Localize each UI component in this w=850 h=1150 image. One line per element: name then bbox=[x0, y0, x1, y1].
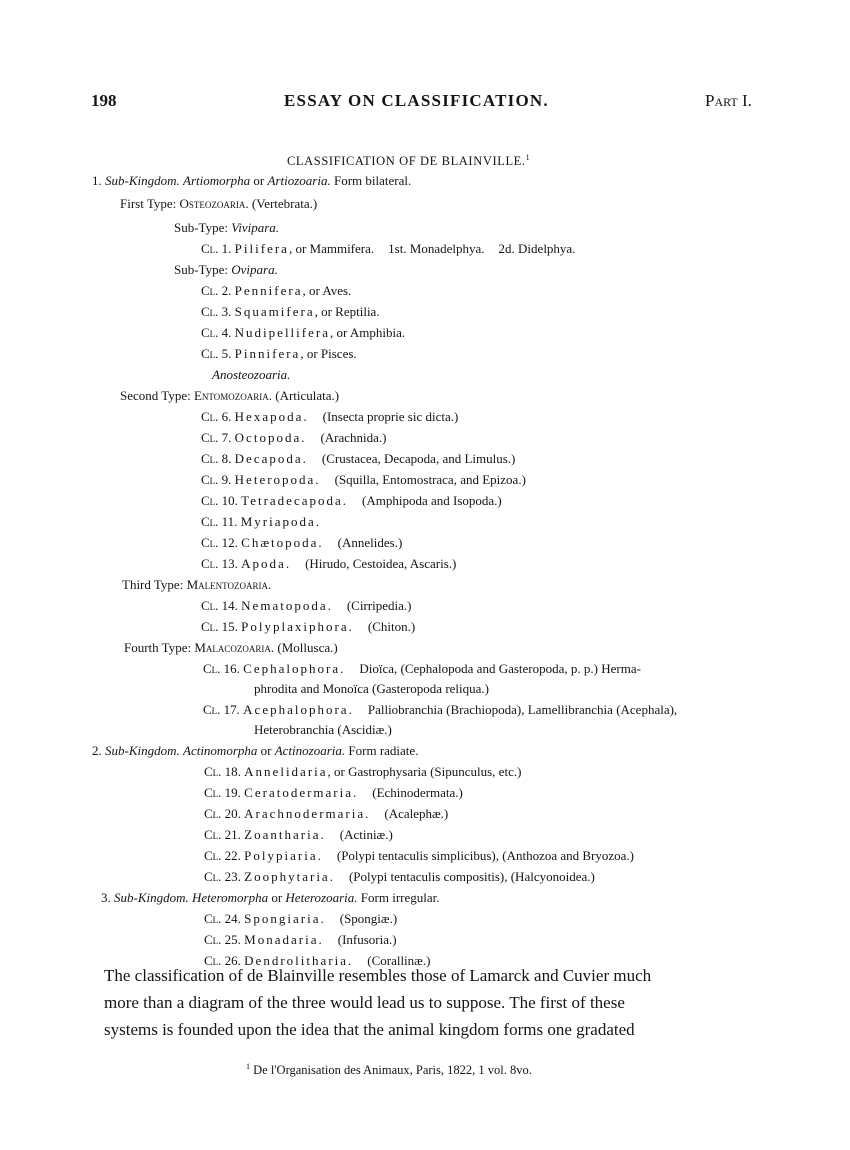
classification-line bbox=[92, 742, 418, 759]
line-segment: Sub-Type: bbox=[174, 262, 232, 277]
line-segment: Acephalophora. bbox=[243, 702, 354, 717]
line-segment: Cl. 8. bbox=[201, 451, 232, 466]
line-segment: 2. bbox=[92, 743, 105, 758]
line-segment: Heterozoaria. bbox=[285, 890, 358, 905]
line-segment: Pennifera bbox=[234, 283, 303, 298]
line-segment: Cl. 14. bbox=[201, 598, 238, 613]
line-segment: Cl. 18. bbox=[204, 764, 241, 779]
line-segment: Artiomorpha bbox=[183, 173, 251, 188]
classification-line bbox=[201, 408, 458, 425]
classification-line bbox=[201, 534, 402, 551]
line-segment: (Insecta proprie sic dicta.) bbox=[322, 409, 459, 424]
body-paragraph-line: systems is founded upon the idea that the animal kingdom forms one gradated bbox=[104, 1020, 635, 1039]
line-segment: Actinomorpha bbox=[183, 743, 258, 758]
classification-line bbox=[201, 282, 351, 299]
line-segment: Myriapoda. bbox=[240, 514, 321, 529]
line-segment: Second Type: bbox=[120, 388, 194, 403]
classification-line bbox=[201, 513, 321, 530]
classification-line bbox=[201, 324, 405, 341]
line-segment: (Vertebrata.) bbox=[248, 196, 318, 211]
section-title bbox=[287, 153, 530, 169]
classification-line bbox=[201, 303, 380, 320]
footnote bbox=[246, 1062, 532, 1078]
line-segment: or bbox=[257, 743, 275, 758]
line-segment: phrodita and Monoïca (Gasteropoda reliqua.) bbox=[254, 681, 490, 696]
line-segment: Third Type: bbox=[122, 577, 187, 592]
classification-line bbox=[120, 387, 339, 404]
line-segment: Spongiaria. bbox=[244, 911, 326, 926]
line-segment: Zoophytaria. bbox=[244, 869, 335, 884]
line-segment: 2d. Didelphya. bbox=[498, 241, 576, 256]
line-segment: Zoantharia. bbox=[244, 827, 326, 842]
line-segment: Dioïca, (Cephalopoda and Gasteropoda, p. p.) Herma- bbox=[359, 661, 641, 676]
line-segment: , or Amphibia. bbox=[329, 325, 406, 340]
line-segment: , or Pisces. bbox=[300, 346, 357, 361]
line-segment: Cl. 4. bbox=[201, 325, 232, 340]
classification-line bbox=[201, 492, 502, 509]
line-segment: Cl. 12. bbox=[201, 535, 238, 550]
line-segment: Cl. 5. bbox=[201, 346, 232, 361]
line-segment: 3. bbox=[101, 890, 114, 905]
footnote-reference: 1 bbox=[525, 153, 531, 162]
line-segment: Pinnifera bbox=[234, 346, 301, 361]
line-segment: Pilifera bbox=[234, 241, 289, 256]
line-segment: Cl. 24. bbox=[204, 911, 241, 926]
line-segment: Cl. 7. bbox=[201, 430, 232, 445]
classification-line bbox=[201, 618, 415, 635]
classification-line bbox=[174, 219, 279, 236]
line-segment: Apoda. bbox=[241, 556, 292, 571]
line-segment: Cl. 25. bbox=[204, 932, 241, 947]
classification-line bbox=[204, 847, 634, 864]
line-segment: Entomozoaria. bbox=[193, 388, 272, 403]
line-segment: , or Gastrophysaria (Sipunculus, etc.) bbox=[327, 764, 522, 779]
line-segment: Sub-Kingdom. bbox=[105, 743, 180, 758]
line-segment: 1. bbox=[92, 173, 105, 188]
classification-line bbox=[201, 555, 456, 572]
classification-line bbox=[203, 660, 641, 677]
classification-line bbox=[204, 784, 463, 801]
classification-line bbox=[204, 763, 521, 780]
line-segment: (Annelides.) bbox=[337, 535, 403, 550]
line-segment: Form bilateral. bbox=[330, 173, 412, 188]
line-segment: Cl. 1. bbox=[201, 241, 232, 256]
footnote-mark: 1 bbox=[246, 1062, 250, 1071]
classification-line bbox=[174, 261, 278, 278]
line-segment: Cl. 13. bbox=[201, 556, 238, 571]
line-segment: Cl. 10. bbox=[201, 493, 238, 508]
part-label: Part I. bbox=[705, 91, 752, 110]
classification-line bbox=[204, 910, 397, 927]
line-segment: Cl. 19. bbox=[204, 785, 241, 800]
line-segment: Monadaria. bbox=[244, 932, 324, 947]
line-segment: (Acalephæ.) bbox=[384, 806, 449, 821]
line-segment: Nematopoda. bbox=[241, 598, 333, 613]
line-segment: 1st. Monadelphya. bbox=[388, 241, 485, 256]
line-segment: Malentozoaria. bbox=[186, 577, 272, 592]
line-segment: Cl. 22. bbox=[204, 848, 241, 863]
classification-line bbox=[212, 366, 290, 383]
line-segment: Chætopoda. bbox=[241, 535, 324, 550]
line-segment: Form radiate. bbox=[345, 743, 419, 758]
line-segment: (Mollusca.) bbox=[274, 640, 338, 655]
classification-line bbox=[204, 805, 448, 822]
classification-line bbox=[204, 826, 393, 843]
line-segment: Form irregular. bbox=[357, 890, 440, 905]
line-segment: (Crustacea, Decapoda, and Limulus.) bbox=[321, 451, 516, 466]
classification-line bbox=[201, 471, 526, 488]
line-segment: Fourth Type: bbox=[124, 640, 195, 655]
classification-line bbox=[201, 429, 387, 446]
line-segment: Sub-Kingdom. bbox=[114, 890, 189, 905]
line-segment: (Infusoria.) bbox=[337, 932, 397, 947]
classification-line bbox=[201, 597, 411, 614]
line-segment: Nudipellifera bbox=[234, 325, 330, 340]
line-segment: , or Aves. bbox=[302, 283, 352, 298]
line-segment: Ceratodermaria. bbox=[244, 785, 359, 800]
running-title: ESSAY ON CLASSIFICATION. bbox=[284, 91, 549, 110]
line-segment: (Corallinæ.) bbox=[367, 953, 431, 968]
line-segment: Cl. 3. bbox=[201, 304, 232, 319]
classification-line bbox=[101, 889, 440, 906]
line-segment: Osteozoaria. bbox=[179, 196, 249, 211]
line-segment: Vivipara. bbox=[231, 220, 280, 235]
line-segment: or bbox=[268, 890, 286, 905]
line-segment: (Chiton.) bbox=[367, 619, 416, 634]
page-number: 198 bbox=[91, 91, 117, 110]
line-segment: Cl. 9. bbox=[201, 472, 232, 487]
line-segment: Palliobranchia (Brachiopoda), Lamellibranchia (Acephala), bbox=[367, 702, 678, 717]
line-segment: Squamifera bbox=[234, 304, 315, 319]
line-segment: Cl. 26. bbox=[204, 953, 241, 968]
line-segment: (Echinodermata.) bbox=[372, 785, 463, 800]
classification-line bbox=[201, 240, 575, 257]
line-segment: (Actiniæ.) bbox=[339, 827, 393, 842]
line-segment: Cl. 17. bbox=[203, 702, 240, 717]
line-segment: Cephalophora. bbox=[243, 661, 346, 676]
line-segment: Ovipara. bbox=[231, 262, 278, 277]
line-segment: Decapoda. bbox=[234, 451, 308, 466]
line-segment: (Polypi tentaculis compositis), (Halcyonoidea.) bbox=[348, 869, 595, 884]
classification-line bbox=[120, 195, 317, 212]
classification-line bbox=[92, 172, 411, 189]
line-segment: (Cirripedia.) bbox=[346, 598, 412, 613]
line-segment: Cl. 21. bbox=[204, 827, 241, 842]
line-segment: Dendrolitharia. bbox=[244, 953, 354, 968]
line-segment: Heteropoda. bbox=[234, 472, 321, 487]
line-segment: , or Reptilia. bbox=[314, 304, 380, 319]
line-segment: Cl. 16. bbox=[203, 661, 240, 676]
line-segment: (Spongiæ.) bbox=[339, 911, 398, 926]
line-segment: (Amphipoda and Isopoda.) bbox=[362, 493, 502, 508]
line-segment: Hexapoda. bbox=[234, 409, 309, 424]
footnote-text: De l'Organisation des Animaux, Paris, 1822, 1 vol. 8vo. bbox=[253, 1063, 532, 1078]
classification-line bbox=[204, 931, 397, 948]
line-segment: Cl. 6. bbox=[201, 409, 232, 424]
line-segment: Cl. 20. bbox=[204, 806, 241, 821]
line-segment: Actinozoaria. bbox=[274, 743, 346, 758]
classification-line bbox=[254, 680, 489, 697]
line-segment: First Type: bbox=[120, 196, 180, 211]
line-segment: Polyplaxiphora. bbox=[241, 619, 354, 634]
line-segment: Heteromorpha bbox=[192, 890, 269, 905]
line-segment: Heterobranchia (Ascidiæ.) bbox=[254, 722, 392, 737]
body-paragraph-line: more than a diagram of the three would lead us to suppose. The first of these bbox=[104, 993, 625, 1012]
line-segment: (Hirudo, Cestoidea, Ascaris.) bbox=[305, 556, 457, 571]
line-segment: Tetradecapoda. bbox=[241, 493, 349, 508]
line-segment: Cl. 2. bbox=[201, 283, 232, 298]
line-segment: Cl. 11. bbox=[201, 514, 238, 529]
line-segment: , or Mammifera. bbox=[288, 241, 375, 256]
line-segment: Sub-Type: bbox=[174, 220, 232, 235]
line-segment: Annelidaria bbox=[244, 764, 328, 779]
section-title-text: CLASSIFICATION OF DE BLAINVILLE. bbox=[287, 154, 526, 169]
line-segment: Arachnodermaria. bbox=[244, 806, 371, 821]
line-segment: (Squilla, Entomostraca, and Epizoa.) bbox=[334, 472, 526, 487]
classification-line bbox=[254, 721, 392, 738]
line-segment: Anosteozoaria. bbox=[212, 367, 291, 382]
line-segment: Sub-Kingdom. bbox=[105, 173, 180, 188]
body-paragraph-line: The classification of de Blainville resembles those of Lamarck and Cuvier much bbox=[104, 966, 652, 985]
classification-line bbox=[203, 701, 677, 718]
line-segment: Polypiaria. bbox=[244, 848, 323, 863]
line-segment: (Arachnida.) bbox=[320, 430, 387, 445]
classification-line bbox=[122, 576, 271, 593]
line-segment: or bbox=[250, 173, 268, 188]
line-segment: Octopoda. bbox=[234, 430, 307, 445]
line-segment: Cl. 15. bbox=[201, 619, 238, 634]
classification-line bbox=[201, 345, 357, 362]
classification-line bbox=[124, 639, 338, 656]
classification-line bbox=[204, 868, 595, 885]
classification-line bbox=[201, 450, 515, 467]
line-segment: (Articulata.) bbox=[271, 388, 340, 403]
line-segment: (Polypi tentaculis simplicibus), (Anthozoa and Bryozoa.) bbox=[336, 848, 634, 863]
line-segment: Cl. 23. bbox=[204, 869, 241, 884]
line-segment: Malacozoaria. bbox=[194, 640, 275, 655]
line-segment: Artiozoaria. bbox=[267, 173, 331, 188]
